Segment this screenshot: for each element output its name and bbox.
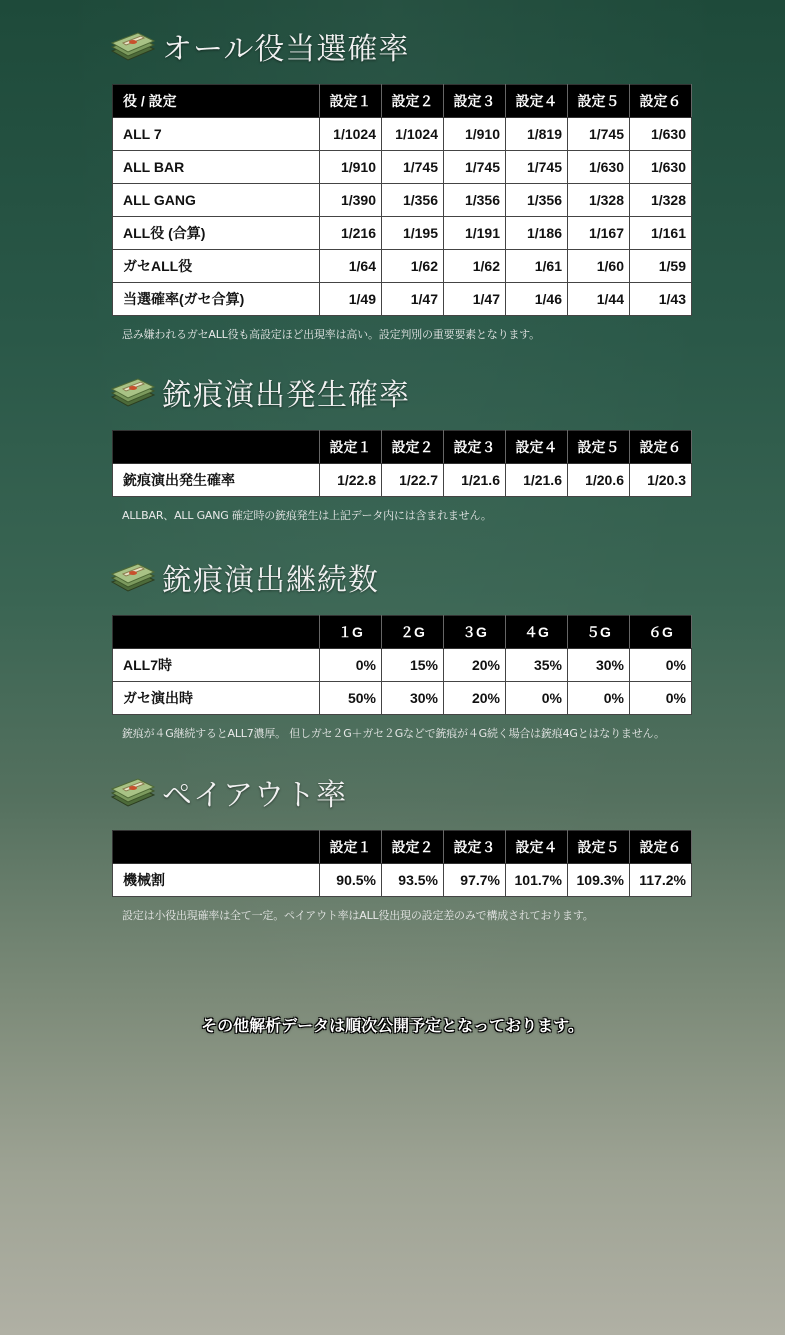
table-row [113,217,692,250]
table-cell: 1/21.6 [506,464,568,497]
header-cell: ６G [630,616,692,649]
section-title: ペイアウト率 [162,778,348,813]
table-cell: 1/1024 [320,118,382,151]
table-cell: 90.5% [320,864,382,897]
table-cell: 117.2% [630,864,692,897]
table-cell: 1/630 [630,118,692,151]
section-note: 忌み嫌われるガセALL役も高設定ほど出現率は高い。設定判別の重要要素となります。 [122,328,540,341]
table-cell: 1/328 [568,184,630,217]
header-cell: ４G [506,616,568,649]
table-cell: 1/22.7 [382,464,444,497]
table-cell: 1/390 [320,184,382,217]
table-cell: 1/356 [506,184,568,217]
header-cell: １G [320,616,382,649]
table-cell: 93.5% [382,864,444,897]
header-cell: 設定４ [506,431,568,464]
header-cell [113,616,320,649]
row-label: ガセ演出時 [113,682,320,715]
table-cell: 30% [382,682,444,715]
section-title: 銃痕演出継続数 [162,563,379,598]
section-heading [108,372,692,412]
table-cell: 1/47 [382,283,444,316]
header-cell: 設定５ [568,831,630,864]
data-table [112,84,692,316]
header-cell: 設定４ [506,85,568,118]
table-cell: 30% [568,649,630,682]
header-cell: 設定２ [382,431,444,464]
row-label: ALL役 (合算) [113,217,320,250]
table-cell: 1/191 [444,217,506,250]
section-bullet-hole-probability [112,372,692,523]
row-label: 当選確率(ガセ合算) [113,283,320,316]
money-stack-icon [108,775,156,809]
table-cell: 1/328 [630,184,692,217]
table-cell: 20% [444,682,506,715]
table-cell: 20% [444,649,506,682]
header-cell: 設定６ [630,85,692,118]
table-cell: 1/22.8 [320,464,382,497]
table-cell: 1/44 [568,283,630,316]
table-row [113,682,692,715]
data-table [112,430,692,497]
table-cell: 1/62 [444,250,506,283]
table-cell: 1/745 [568,118,630,151]
table-cell: 1/745 [382,151,444,184]
header-cell: 設定６ [630,831,692,864]
money-stack-icon [108,560,156,594]
header-cell: 設定６ [630,431,692,464]
row-label: ALL BAR [113,151,320,184]
table-cell: 1/819 [506,118,568,151]
header-cell: 設定２ [382,85,444,118]
row-label: ALL7時 [113,649,320,682]
table-cell: 1/1024 [382,118,444,151]
table-cell: 0% [320,649,382,682]
table-cell: 1/630 [568,151,630,184]
table-cell: 1/62 [382,250,444,283]
header-cell: 設定５ [568,85,630,118]
table-cell: 1/21.6 [444,464,506,497]
row-label: ALL 7 [113,118,320,151]
table-cell: 97.7% [444,864,506,897]
row-label: ALL GANG [113,184,320,217]
row-label: ガセALL役 [113,250,320,283]
header-cell: 設定４ [506,831,568,864]
section-note: ALLBAR、ALL GANG 確定時の銃痕発生は上記データ内には含まれません。 [122,509,492,522]
section-all-role-probability [112,26,692,342]
table-cell: 1/356 [382,184,444,217]
section-title: オール役当選確率 [162,32,410,67]
table-row [113,184,692,217]
section-heading [108,557,692,597]
header-cell [113,831,320,864]
table-cell: 50% [320,682,382,715]
table-cell: 0% [568,682,630,715]
section-note: 銃痕が４G継続するとALL7濃厚。 但しガセ２G＋ガセ２Gなどで銃痕が４G続く場合は銃痕4Gとはなりません。 [122,727,665,740]
table-cell: 1/195 [382,217,444,250]
row-label: 機械割 [113,864,320,897]
table-cell: 1/20.3 [630,464,692,497]
table-cell: 1/161 [630,217,692,250]
table-cell: 1/910 [320,151,382,184]
table-cell: 1/61 [506,250,568,283]
table-cell: 1/167 [568,217,630,250]
section-heading [108,772,692,812]
section-bullet-hole-continuation [112,557,692,741]
header-cell [113,431,320,464]
section-title: 銃痕演出発生確率 [162,378,410,413]
table-header-row [113,616,692,649]
table-cell: 109.3% [568,864,630,897]
table-cell: 1/356 [444,184,506,217]
table-cell: 1/64 [320,250,382,283]
header-cell: 役 / 設定 [113,85,320,118]
table-cell: 1/43 [630,283,692,316]
table-row [113,464,692,497]
table-cell: 35% [506,649,568,682]
table-row [113,151,692,184]
data-table [112,830,692,897]
table-row [113,250,692,283]
table-cell: 0% [630,682,692,715]
table-cell: 1/186 [506,217,568,250]
table-header-row [113,831,692,864]
row-label: 銃痕演出発生確率 [113,464,320,497]
section-heading [108,26,692,66]
table-cell: 1/49 [320,283,382,316]
table-cell: 1/46 [506,283,568,316]
money-stack-icon [108,375,156,409]
table-cell: 1/20.6 [568,464,630,497]
header-cell: ２G [382,616,444,649]
header-cell: 設定１ [320,85,382,118]
table-cell: 1/47 [444,283,506,316]
data-table [112,615,692,715]
footer-message: その他解析データは順次公開予定となっております。 [201,1016,584,1035]
table-row [113,649,692,682]
table-row [113,283,692,316]
table-cell: 1/59 [630,250,692,283]
header-cell: 設定３ [444,831,506,864]
table-cell: 1/216 [320,217,382,250]
header-cell: ３G [444,616,506,649]
table-header-row [113,85,692,118]
header-cell: 設定５ [568,431,630,464]
header-cell: 設定３ [444,85,506,118]
header-cell: 設定１ [320,431,382,464]
header-cell: 設定２ [382,831,444,864]
header-cell: 設定３ [444,431,506,464]
table-cell: 0% [630,649,692,682]
table-cell: 1/910 [444,118,506,151]
money-stack-icon [108,29,156,63]
table-cell: 101.7% [506,864,568,897]
section-note: 設定は小役出現確率は全て一定。ペイアウト率はALL役出現の設定差のみで構成されております。 [122,909,594,922]
table-cell: 1/745 [444,151,506,184]
table-cell: 1/60 [568,250,630,283]
table-cell: 15% [382,649,444,682]
table-cell: 1/745 [506,151,568,184]
section-payout-rate [112,772,692,923]
table-cell: 0% [506,682,568,715]
table-row [113,118,692,151]
table-row [113,864,692,897]
header-cell: ５G [568,616,630,649]
table-cell: 1/630 [630,151,692,184]
table-header-row [113,431,692,464]
header-cell: 設定１ [320,831,382,864]
